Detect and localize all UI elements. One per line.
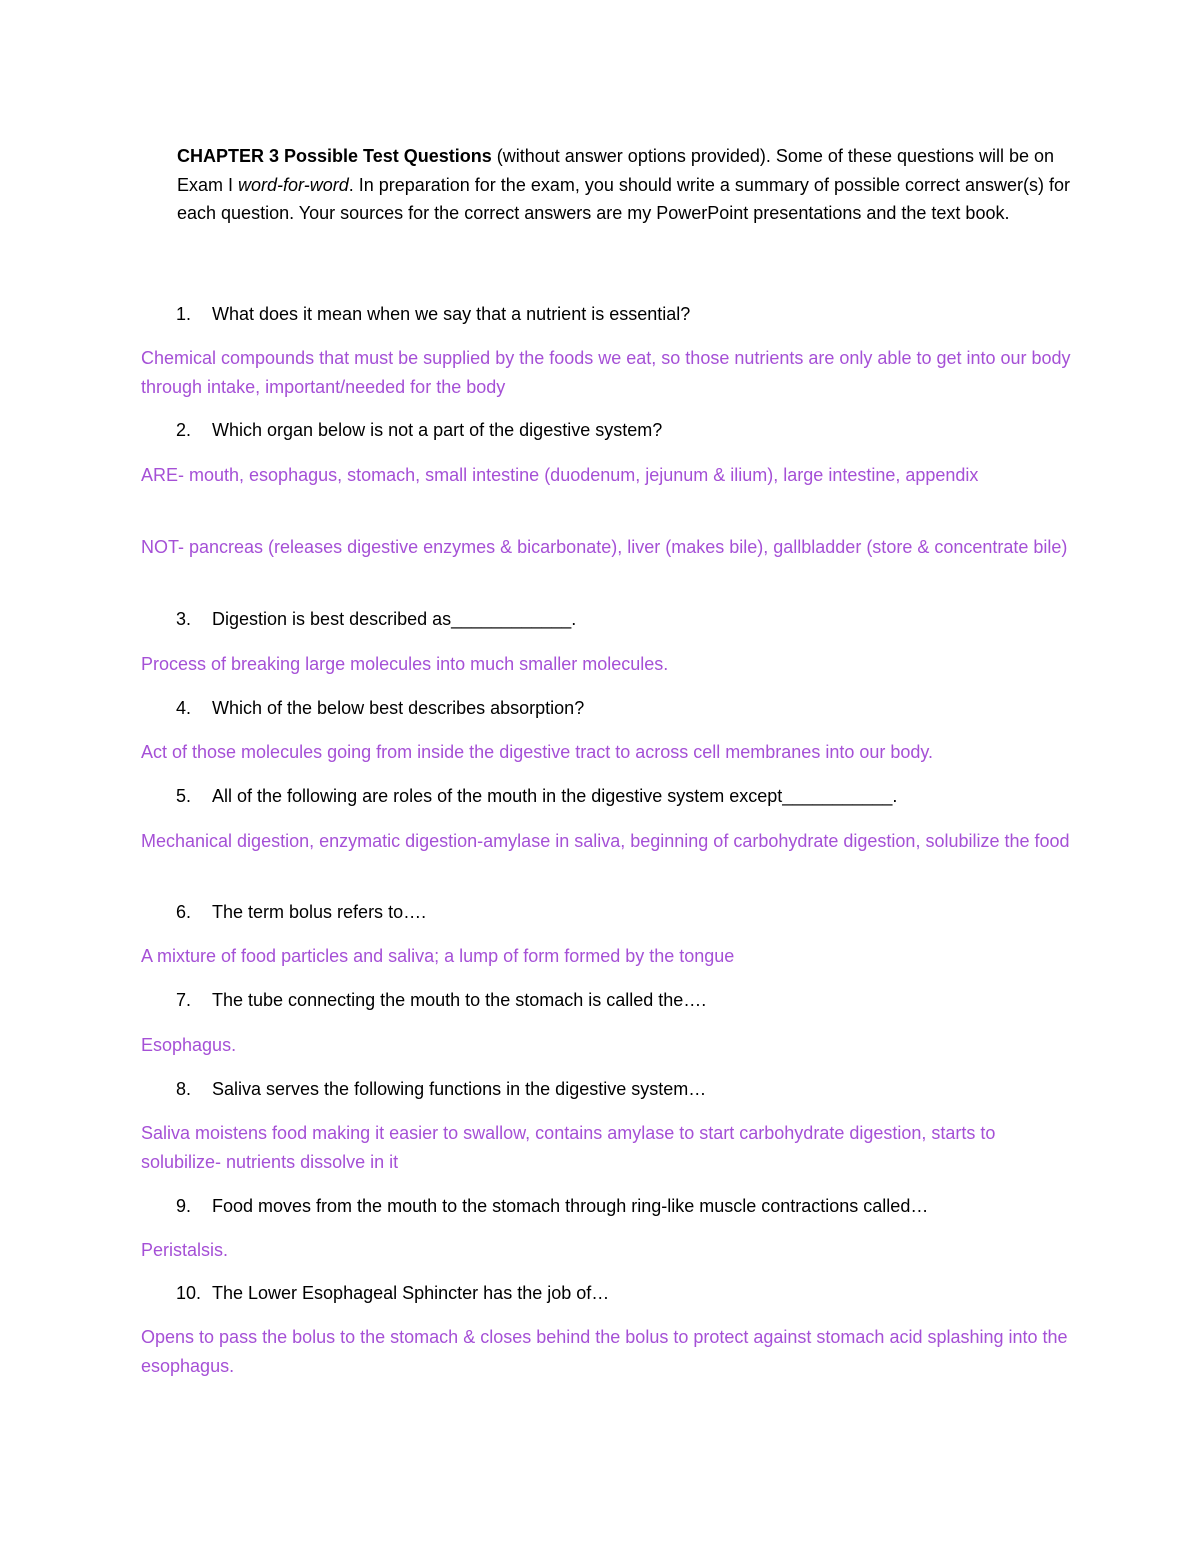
answer-7: Esophagus. <box>141 1035 237 1055</box>
question-number: 1. <box>176 304 192 324</box>
intro-paragraph <box>177 142 1077 228</box>
question-number: 2. <box>176 420 192 440</box>
question-number: 3. <box>176 609 192 629</box>
intro-emphasis: word-for-word <box>238 174 349 195</box>
answer-3: Process of breaking large molecules into much smaller molecules. <box>141 654 669 674</box>
answer-10: Opens to pass the bolus to the stomach & closes behind the bolus to protect against stomach acid splashing into the esophagus. <box>141 1327 1068 1376</box>
question-text: Digestion is best described as____________. <box>212 609 577 629</box>
question-text: The tube connecting the mouth to the stomach is called the…. <box>212 990 707 1010</box>
question-number: 10. <box>176 1283 202 1303</box>
question-number: 7. <box>176 990 192 1010</box>
question-text: The term bolus refers to…. <box>212 902 427 922</box>
question-3 <box>176 605 1076 633</box>
intro-title: CHAPTER 3 Possible Test Questions <box>177 146 492 166</box>
answer-4: Act of those molecules going from inside the digestive tract to across cell membranes into our body. <box>141 742 934 762</box>
question-text: Which of the below best describes absorption? <box>212 698 585 718</box>
question-number: 9. <box>176 1196 192 1216</box>
question-5 <box>176 782 1076 810</box>
answer-2-not: NOT- pancreas (releases digestive enzymes & bicarbonate), liver (makes bile), gallbladder (store & concentrate bile) <box>141 537 1068 557</box>
question-7 <box>176 986 1076 1014</box>
question-9 <box>176 1192 1076 1220</box>
intro-text-1: (without answer options provided). Some of these questions will be on Exam I <box>177 146 1055 195</box>
question-4 <box>176 694 1076 722</box>
answer-6: A mixture of food particles and saliva; a lump of form formed by the tongue <box>141 946 735 966</box>
question-text: Saliva serves the following functions in the digestive system… <box>212 1079 707 1099</box>
question-number: 6. <box>176 902 192 922</box>
question-2 <box>176 416 1076 444</box>
answer-5: Mechanical digestion, enzymatic digestion-amylase in saliva, beginning of carbohydrate digestion, solubilize the food <box>141 831 1070 851</box>
question-text: Food moves from the mouth to the stomach through ring-like muscle contractions called… <box>212 1196 929 1216</box>
question-1 <box>176 300 1076 328</box>
question-number: 4. <box>176 698 192 718</box>
intro-text-2: . In preparation for the exam, you should write a summary of possible correct answer(s) for each question. Your sources for the correct answers are my PowerPoint presentations and the text book. <box>177 174 1071 223</box>
answer-1: Chemical compounds that must be supplied by the foods we eat, so those nutrients are only able to get into our body through intake, important/needed for the body <box>141 348 1071 397</box>
question-text: The Lower Esophageal Sphincter has the job of… <box>212 1283 610 1303</box>
answer-2-are: ARE- mouth, esophagus, stomach, small intestine (duodenum, jejunum & ilium), large intestine, appendix <box>141 465 979 485</box>
question-text: All of the following are roles of the mouth in the digestive system except___________. <box>212 786 898 806</box>
question-number: 8. <box>176 1079 192 1099</box>
question-8 <box>176 1075 1076 1103</box>
answer-9: Peristalsis. <box>141 1240 229 1260</box>
answer-8: Saliva moistens food making it easier to swallow, contains amylase to start carbohydrate digestion, starts to solubilize- nutrients dissolve in it <box>141 1123 996 1172</box>
question-10 <box>176 1279 1076 1307</box>
question-text: What does it mean when we say that a nutrient is essential? <box>212 304 691 324</box>
question-text: Which organ below is not a part of the digestive system? <box>212 420 663 440</box>
question-6 <box>176 898 1076 926</box>
question-number: 5. <box>176 786 192 806</box>
